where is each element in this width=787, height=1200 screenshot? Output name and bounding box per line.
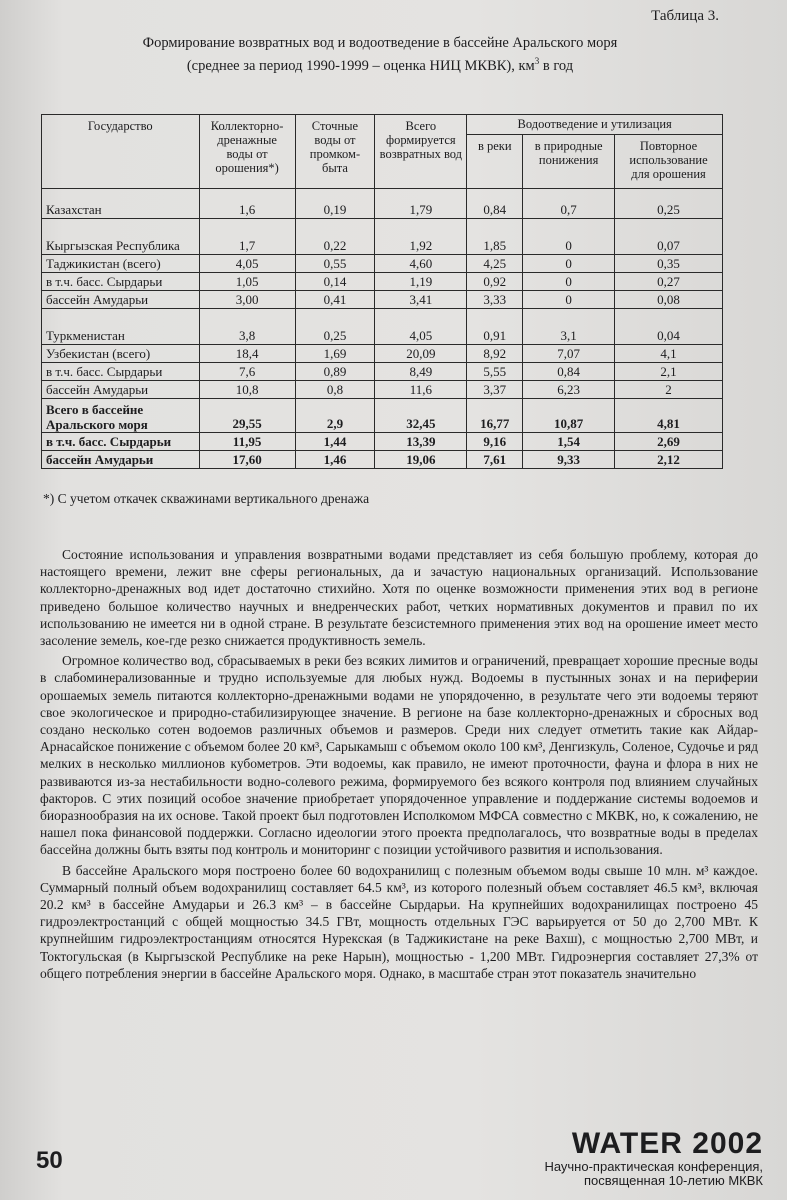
row-value: 1,19 xyxy=(375,273,467,291)
body-text xyxy=(40,546,758,982)
table-label: Таблица 3. xyxy=(651,8,719,24)
row-value: 0,27 xyxy=(615,273,723,291)
row-value: 5,55 xyxy=(467,363,523,381)
row-value: 3,37 xyxy=(467,381,523,399)
row-value: 2,1 xyxy=(615,363,723,381)
row-value: 0,55 xyxy=(295,255,375,273)
row-state-name: Казахстан xyxy=(42,189,200,219)
row-value: 0,7 xyxy=(523,189,615,219)
row-value: 19,06 xyxy=(375,451,467,469)
row-value: 8,92 xyxy=(467,345,523,363)
row-value: 7,6 xyxy=(199,363,295,381)
row-value: 1,6 xyxy=(199,189,295,219)
row-state-name: Всего в бассейне Аральского моря xyxy=(42,399,200,433)
row-value: 32,45 xyxy=(375,399,467,433)
row-value: 0,84 xyxy=(467,189,523,219)
table-row xyxy=(42,433,723,451)
table-row xyxy=(42,381,723,399)
row-state-name: бассейн Амударьи xyxy=(42,451,200,469)
row-value: 0 xyxy=(523,273,615,291)
header-disposal-group: Водоотведение и утилизация xyxy=(467,115,723,135)
table-title xyxy=(40,34,720,75)
logo-subtitle-line1: Научно-практическая конференция, xyxy=(544,1159,763,1174)
table-row xyxy=(42,345,723,363)
row-value: 1,92 xyxy=(375,219,467,255)
row-value: 0,14 xyxy=(295,273,375,291)
row-value: 0,08 xyxy=(615,291,723,309)
row-value: 0,41 xyxy=(295,291,375,309)
logo-subtitle-line2: посвященная 10-летию МКВК xyxy=(584,1173,763,1188)
row-value: 2,12 xyxy=(615,451,723,469)
row-value: 0,25 xyxy=(615,189,723,219)
row-value: 0,92 xyxy=(467,273,523,291)
row-state-name: в т.ч. басс. Сырдарьи xyxy=(42,363,200,381)
table-row xyxy=(42,363,723,381)
table-footnote: *) С учетом откачек скважинами вертикального дренажа xyxy=(43,491,370,506)
row-state-name: в т.ч. басс. Сырдарьи xyxy=(42,433,200,451)
row-value: 1,85 xyxy=(467,219,523,255)
header-reuse: Повторное использование для орошения xyxy=(615,135,723,189)
row-value: 18,4 xyxy=(199,345,295,363)
row-value: 1,7 xyxy=(199,219,295,255)
row-value: 2,69 xyxy=(615,433,723,451)
row-value: 0,35 xyxy=(615,255,723,273)
row-value: 4,05 xyxy=(199,255,295,273)
table-row xyxy=(42,291,723,309)
row-value: 9,16 xyxy=(467,433,523,451)
row-value: 7,61 xyxy=(467,451,523,469)
row-value: 0 xyxy=(523,291,615,309)
row-value: 3,8 xyxy=(199,309,295,345)
row-value: 8,49 xyxy=(375,363,467,381)
row-value: 3,00 xyxy=(199,291,295,309)
row-value: 17,60 xyxy=(199,451,295,469)
row-value: 0,22 xyxy=(295,219,375,255)
row-value: 4,81 xyxy=(615,399,723,433)
row-value: 3,41 xyxy=(375,291,467,309)
conference-logo xyxy=(513,1128,763,1188)
logo-title: WATER 2002 xyxy=(571,1127,763,1160)
row-value: 11,6 xyxy=(375,381,467,399)
row-value: 0,04 xyxy=(615,309,723,345)
table-title-line2: (среднее за период 1990-1999 – оценка НИЦ МКВК), $км^3$ в год xyxy=(186,56,574,74)
row-value: 7,07 xyxy=(523,345,615,363)
table-row xyxy=(42,219,723,255)
page-number: 50 xyxy=(36,1147,63,1174)
row-value: 16,77 xyxy=(467,399,523,433)
table-title-line1: Формирование возвратных вод и водоотведение в бассейне Аральского моря xyxy=(142,35,618,51)
header-to-depressions: в природные понижения xyxy=(523,135,615,189)
row-value: 6,23 xyxy=(523,381,615,399)
table-row xyxy=(42,399,723,433)
row-value: 1,44 xyxy=(295,433,375,451)
row-value: 0,91 xyxy=(467,309,523,345)
row-value: 0 xyxy=(523,255,615,273)
row-state-name: бассейн Амударьи xyxy=(42,381,200,399)
row-value: 0 xyxy=(523,219,615,255)
row-value: 0,25 xyxy=(295,309,375,345)
row-state-name: в т.ч. басс. Сырдарьи xyxy=(42,273,200,291)
table-row xyxy=(42,451,723,469)
row-value: 3,1 xyxy=(523,309,615,345)
header-industrial: Сточные воды от промком-быта xyxy=(295,115,375,189)
row-value: 9,33 xyxy=(523,451,615,469)
header-state: Государство xyxy=(42,115,200,189)
table-row xyxy=(42,273,723,291)
table-row xyxy=(42,189,723,219)
header-drainage: Коллекторно-дренажные воды от орошения*) xyxy=(199,115,295,189)
row-value: 4,05 xyxy=(375,309,467,345)
paragraph: В бассейне Аральского моря построено более 60 водохранилищ с полезным объемом воды свыше 10 млн. м³ каждое. Суммарный полный объем водохранилищ составляет 64.5 км³, из которого полезный объем составляет 46.5 км³, включая 20.2 км³ в бассейне Амударьи и 26.3 км³ – в бассейне Сырдарьи. На крупнейших водохранилищах построено 45 гидроэлектростанций с общей мощностью 34.5 ГВт, мощность отдельных ГЭС варьируется от 50 до 2,700 МВт. К крупнейшим гидроэлектростанциям относятся Нурекская (в Таджикистане на реке Вахш), с мощностью 2,700 МВт, и Токтогульская (в Кыргызской Республике на реке Нарын), мощностью - 1,200 МВт. Гидроэнергия составляет 27,3% от общего потребления энергии в бассейне Аральского моря. Однако, в масштабе стран этот показатель значительно xyxy=(40,862,758,981)
row-value: 0,07 xyxy=(615,219,723,255)
row-value: 4,25 xyxy=(467,255,523,273)
table-row xyxy=(42,309,723,345)
row-value: 0,8 xyxy=(295,381,375,399)
row-value: 4,1 xyxy=(615,345,723,363)
row-value: 20,09 xyxy=(375,345,467,363)
row-value: 13,39 xyxy=(375,433,467,451)
row-value: 2,9 xyxy=(295,399,375,433)
row-value: 0,84 xyxy=(523,363,615,381)
row-state-name: Туркменистан xyxy=(42,309,200,345)
row-state-name: Кыргызская Республика xyxy=(42,219,200,255)
return-water-table xyxy=(41,114,723,469)
row-value: 29,55 xyxy=(199,399,295,433)
row-value: 3,33 xyxy=(467,291,523,309)
header-to-rivers: в реки xyxy=(467,135,523,189)
table-row xyxy=(42,255,723,273)
row-value: 0,19 xyxy=(295,189,375,219)
row-value: 4,60 xyxy=(375,255,467,273)
row-value: 1,79 xyxy=(375,189,467,219)
row-state-name: Таджикистан (всего) xyxy=(42,255,200,273)
row-value: 1,69 xyxy=(295,345,375,363)
paragraph: Состояние использования и управления возвратными водами представляет из себя большую проблему, которая до настоящего времени, лежит вне сферы региональных, да и зачастую национальных организаций. Использование коллекторно-дренажных вод идет достаточно стихийно. Хотя по оценке возможности применения этих вод в регионе приведено большое количество научных и внедренческих работ, четких нормативных документов и правил по их использованию не имеется ни в одной стране. В результате безсистемного применения этих вод на орошение имеет место засоление земель, кое-где резко снижается продуктивность земель. xyxy=(40,547,758,649)
row-value: 2 xyxy=(615,381,723,399)
row-value: 10,87 xyxy=(523,399,615,433)
row-value: 1,46 xyxy=(295,451,375,469)
row-value: 11,95 xyxy=(199,433,295,451)
row-value: 1,54 xyxy=(523,433,615,451)
row-value: 10,8 xyxy=(199,381,295,399)
paragraph: Огромное количество вод, сбрасываемых в реки без всяких лимитов и ограничений, превращает хорошие пресные воды в слабоминерализованные и трудно используемые для любых нужд. Водоемы в пустынных зонах и на периферии орошаемых земель питаются коллекторно-дренажными водами не упорядоченно, в результате чего эти водоемы теряют свое экологическое и природно-стабилизирующее значение. В регионе на базе коллекторно-дренажных и сбросных вод создано несколько сотен водоемов различных объемов и размеров. Среди них следует отметить такие как Айдар-Арнасайское понижение с объемом более 20 км³, Сарыкамыш с объемом около 100 км³, Денгизкуль, Соленое, Судочье и ряд мелких в несколько миллионов кубометров. Эти водоемы, как правило, не имеют проточности, фауна и флора в них не развиваются из-за нестабильности водно-солевого режима, формируемого без всякого контроля под влиянием случайных факторов. С этих позиций особое значение приобретает упорядоченное управление и поддержание системы водоемов и биоразнообразия на их основе. Такой проект был подготовлен Исполкомом МФСА совместно с МКВК, но, к сожалению, не нашел пока финансовой поддержки. Согласно идеологии этого проекта предполагалось, что возвратные воды в пределах бассейна должны быть взяты под контроль и мониторинг с позиции устойчивого развития и использования. xyxy=(40,653,758,858)
row-value: 0,89 xyxy=(295,363,375,381)
header-total: Всего формируется возвратных вод xyxy=(375,115,467,189)
row-state-name: Узбекистан (всего) xyxy=(42,345,200,363)
row-value: 1,05 xyxy=(199,273,295,291)
row-state-name: бассейн Амударьи xyxy=(42,291,200,309)
